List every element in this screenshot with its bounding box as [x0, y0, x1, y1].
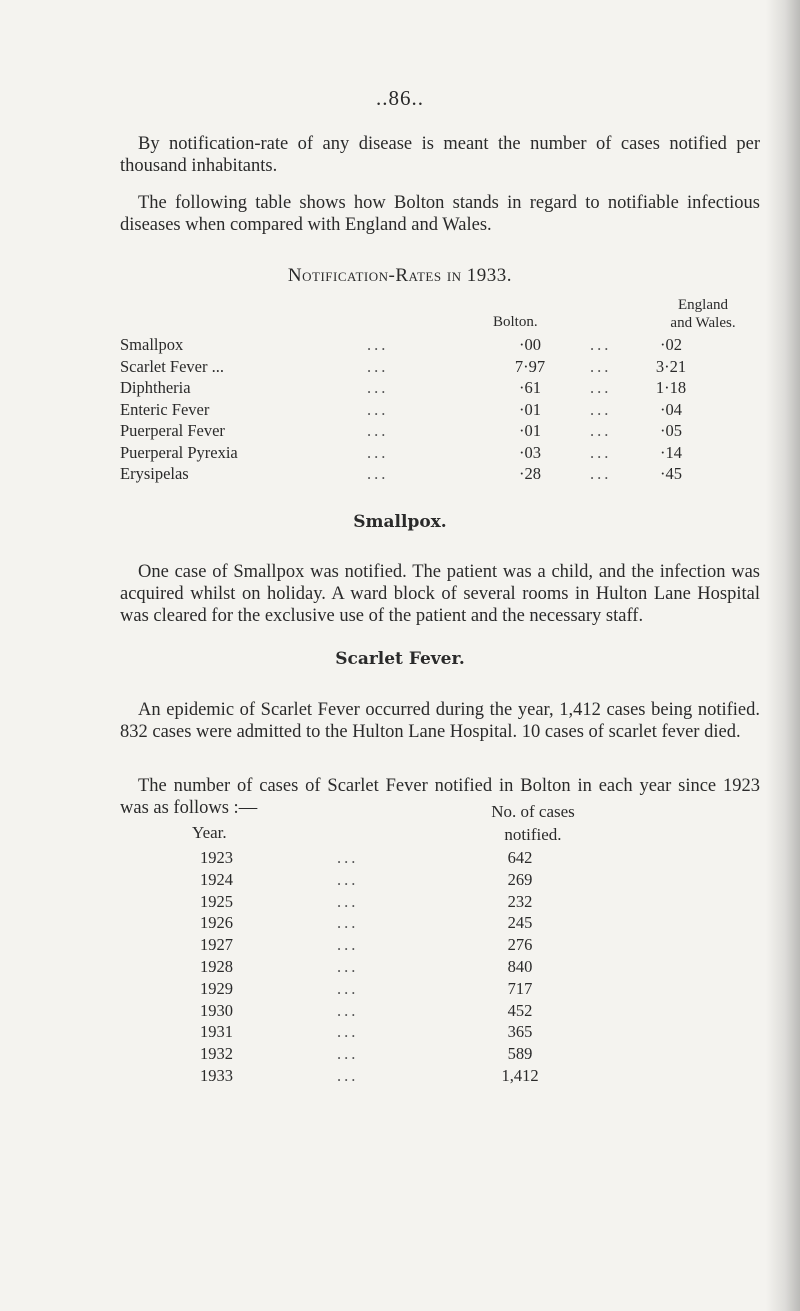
- leader-dots: ...: [590, 421, 612, 440]
- leader-dots: ...: [590, 464, 612, 483]
- leader-dots: ...: [337, 957, 359, 976]
- year-value: 1931: [200, 1022, 233, 1042]
- cases-value: 589: [507, 1044, 533, 1064]
- rates-header-england: [638, 296, 768, 332]
- heading-scarlet-fever: Scarlet Fever.: [335, 649, 465, 669]
- cases-value: 452: [507, 1000, 533, 1020]
- rates-table-row: [120, 357, 780, 379]
- leader-dots: ...: [337, 848, 359, 867]
- leader-dots: ...: [367, 399, 389, 419]
- leader-dots: ...: [590, 356, 612, 376]
- paragraph-smallpox: One case of Smallpox was notified. The patient was a child, and the infection was acquired whilst on holiday. A ward block of several rooms in Hulton Lane Hospital was cleared for the exclusive use of the patient and the necessary staff.: [120, 562, 760, 626]
- year-header-year: Year.: [192, 823, 227, 842]
- paragraph-table-intro: The following table shows how Bolton stands in regard to notifiable infectious diseases when compared with England and Wales.: [120, 193, 760, 235]
- rates-table-row: [120, 378, 780, 400]
- england-rate: 1·18: [655, 378, 687, 397]
- rates-table-title: Notification-Rates in 1933.: [287, 265, 513, 286]
- england-rate: 3·21: [655, 356, 687, 376]
- heading-smallpox: Smallpox.: [353, 512, 447, 532]
- rates-table-row: [120, 464, 780, 486]
- cases-value: 365: [507, 1022, 533, 1042]
- leader-dots: ...: [337, 978, 359, 998]
- leader-dots: ...: [337, 869, 359, 889]
- year-value: 1930: [200, 1000, 233, 1020]
- cases-value: 717: [507, 978, 533, 998]
- cases-value: 276: [507, 935, 533, 955]
- leader-dots: ...: [337, 891, 359, 911]
- year-value: 1932: [200, 1044, 233, 1064]
- disease-name: Scarlet Fever ...: [120, 356, 225, 376]
- year-table-row: [200, 1044, 620, 1066]
- year-value: 1923: [200, 848, 233, 867]
- year-table-row: [200, 870, 620, 892]
- cases-value: 642: [507, 848, 533, 867]
- rates-header-bolton: Bolton.: [493, 314, 538, 330]
- paragraph-notification-rate: By notification-rate of any disease is meant the number of cases notified per thousand inhabitants.: [120, 134, 760, 176]
- year-table-row: [200, 892, 620, 914]
- leader-dots: ...: [367, 442, 389, 462]
- paragraph-scarlet-epidemic: An epidemic of Scarlet Fever occurred during the year, 1,412 cases being notified. 832 cases were admitted to the Hulton Lane Hospital. 10 cases of scarlet fever died.: [120, 700, 760, 742]
- year-table-row: [200, 1066, 620, 1088]
- england-rate: ·45: [660, 464, 682, 483]
- leader-dots: ...: [367, 335, 389, 354]
- leader-dots: ...: [590, 442, 612, 462]
- rates-table-row: [120, 400, 780, 422]
- disease-name: Puerperal Pyrexia: [120, 442, 238, 462]
- disease-name: Puerperal Fever: [120, 421, 225, 440]
- year-header-cases-line2: notified.: [504, 825, 562, 844]
- england-rate: ·05: [660, 421, 682, 440]
- year-header-cases: [443, 800, 623, 846]
- disease-name: Diphtheria: [120, 378, 191, 397]
- paragraph-scarlet-yearly-intro: The number of cases of Scarlet Fever notified in Bolton in each year since 1923 was as follows :—: [120, 776, 760, 818]
- disease-name: Erysipelas: [120, 464, 189, 483]
- bolton-rate: ·28: [519, 464, 541, 483]
- year-value: 1933: [200, 1066, 233, 1085]
- leader-dots: ...: [367, 378, 389, 397]
- year-value: 1926: [200, 913, 233, 933]
- cases-value: 232: [507, 891, 533, 911]
- year-table-row: [200, 848, 620, 870]
- bolton-rate: ·61: [519, 378, 541, 397]
- rates-header-england-line2: and Wales.: [670, 315, 736, 331]
- leader-dots: ...: [590, 335, 612, 354]
- bolton-rate: 7·97: [514, 356, 546, 376]
- year-table-row: [200, 1022, 620, 1044]
- year-value: 1929: [200, 978, 233, 998]
- year-header-cases-line1: No. of cases: [491, 802, 575, 821]
- leader-dots: ...: [367, 356, 389, 376]
- england-rate: ·04: [660, 399, 682, 419]
- rates-header-england-line1: England: [678, 297, 728, 313]
- leader-dots: ...: [337, 1000, 359, 1020]
- england-rate: ·14: [660, 442, 682, 462]
- bolton-rate: ·01: [519, 421, 541, 440]
- disease-name: Smallpox: [120, 335, 184, 354]
- leader-dots: ...: [590, 378, 612, 397]
- year-value: 1927: [200, 935, 233, 955]
- year-table-row: [200, 913, 620, 935]
- year-table-row: [200, 1001, 620, 1023]
- year-value: 1924: [200, 869, 233, 889]
- leader-dots: ...: [590, 399, 612, 419]
- leader-dots: ...: [337, 913, 359, 933]
- leader-dots: ...: [367, 464, 389, 483]
- leader-dots: ...: [337, 935, 359, 955]
- cases-value: 840: [507, 957, 533, 976]
- disease-name: Enteric Fever: [120, 399, 210, 419]
- bolton-rate: ·01: [519, 399, 541, 419]
- rates-table-row: [120, 443, 780, 465]
- bolton-rate: ·03: [519, 442, 541, 462]
- cases-value: 269: [507, 869, 533, 889]
- rates-table-row: [120, 335, 780, 357]
- year-value: 1925: [200, 891, 233, 911]
- bolton-rate: ·00: [519, 335, 541, 354]
- leader-dots: ...: [367, 421, 389, 440]
- leader-dots: ...: [337, 1066, 359, 1085]
- cases-value: 245: [507, 913, 533, 933]
- cases-value: 1,412: [501, 1066, 539, 1085]
- leader-dots: ...: [337, 1022, 359, 1042]
- rates-table-row: [120, 421, 780, 443]
- leader-dots: ...: [337, 1044, 359, 1064]
- year-table-row: [200, 957, 620, 979]
- england-rate: ·02: [660, 335, 682, 354]
- year-value: 1928: [200, 957, 233, 976]
- year-table-row: [200, 935, 620, 957]
- year-table-row: [200, 979, 620, 1001]
- page-number: ..86..: [376, 86, 424, 110]
